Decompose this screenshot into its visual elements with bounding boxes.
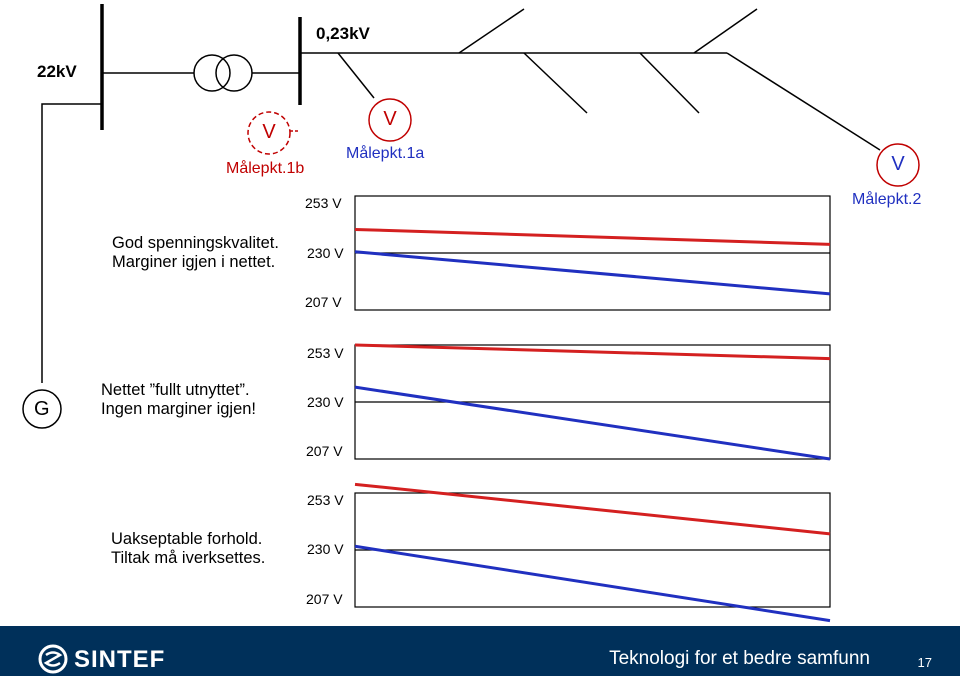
branch-down-2: [640, 53, 699, 113]
scenario-1-blue-profile: [355, 252, 830, 294]
scenario-1-desc-line2: Marginer igjen i nettet.: [112, 253, 276, 271]
scenario-1-desc-line1: God spenningskvalitet.: [112, 234, 279, 252]
scenario-1-nominal-label: 230 V: [307, 245, 344, 261]
scenario-1-upper-label: 253 V: [305, 195, 342, 211]
measure-1a-symbol: V: [383, 108, 397, 130]
generator-symbol: G: [34, 398, 50, 420]
scenario-2-desc-line2: Ingen marginer igjen!: [101, 400, 257, 418]
footer-bar: [0, 626, 960, 676]
branch-down-1: [524, 53, 587, 113]
scenario-3-nominal-label: 230 V: [307, 541, 344, 557]
scenario-2-blue-profile: [355, 387, 830, 459]
scenario-1-red-profile: [355, 229, 830, 244]
measure-1b-label: Målepkt.1b: [226, 160, 305, 177]
sintef-logo-icon: [38, 644, 68, 674]
scenario-2-nominal-label: 230 V: [307, 394, 344, 410]
scenario-3-desc-line2: Tiltak må iverksettes.: [111, 549, 266, 567]
measure-2-symbol: V: [891, 153, 905, 175]
lv-voltage-label: 0,23kV: [316, 24, 370, 43]
measure-1a-label: Målepkt.1a: [346, 145, 425, 162]
scenario-2-lower-label: 207 V: [306, 443, 343, 459]
measure-1b-symbol: V: [262, 121, 276, 143]
page-number: 17: [917, 655, 932, 670]
scenario-3-red-profile: [355, 484, 830, 534]
measure-2-label: Målepkt.2: [852, 191, 922, 208]
transformer-winding-lv: [216, 55, 252, 91]
scenario-3-blue-profile: [355, 546, 830, 620]
voltage-profile-panels: [355, 196, 830, 621]
scenario-3-upper-label: 253 V: [307, 492, 344, 508]
scenario-3-lower-label: 207 V: [306, 591, 343, 607]
branch-to-1a: [338, 53, 374, 98]
scenario-2-upper-label: 253 V: [307, 345, 344, 361]
branch-up-1: [459, 9, 524, 53]
hv-voltage-label: 22kV: [37, 62, 77, 81]
generator-feed-line: [42, 104, 102, 383]
transformer-winding-hv: [194, 55, 230, 91]
scenario-2-red-profile: [355, 345, 830, 359]
scenario-3-desc-line1: Uakseptable forhold.: [111, 530, 263, 548]
branch-up-2: [694, 9, 757, 53]
footer-tagline: Teknologi for et bedre samfunn: [609, 648, 870, 669]
scenario-2-desc-line1: Nettet ”fullt utnyttet”.: [101, 381, 250, 399]
branch-to-2: [727, 53, 880, 150]
scenario-1-lower-label: 207 V: [305, 294, 342, 310]
brand-name: SINTEF: [74, 646, 166, 673]
